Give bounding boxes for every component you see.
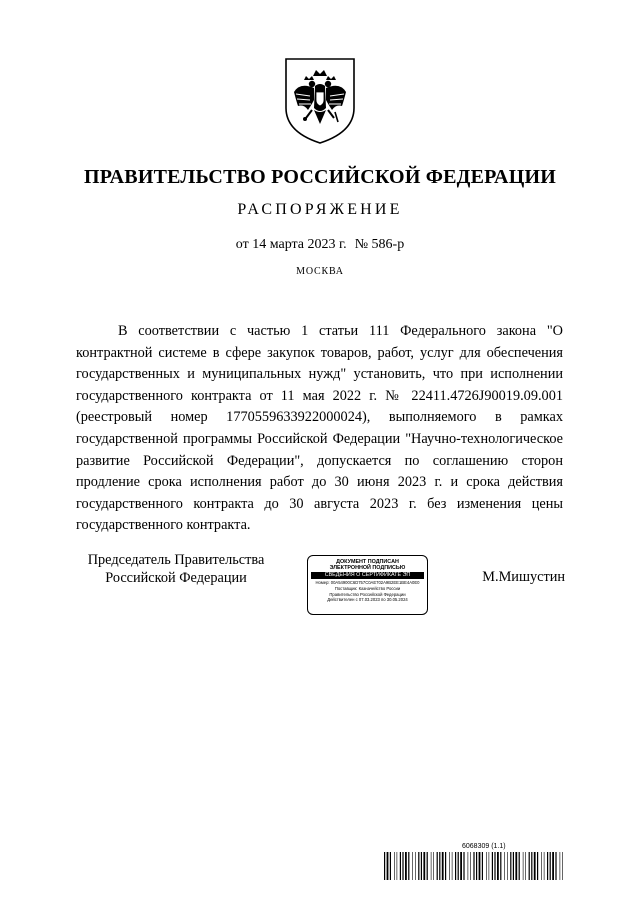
barcode bbox=[384, 852, 564, 880]
document-number: № 586-р bbox=[354, 237, 405, 252]
signer-role bbox=[76, 551, 276, 587]
signer-name: М.Мишустин bbox=[482, 569, 565, 585]
stamp-serial: Номер: 00A54900C6D757C0AE702A9B2EE1BE4A0E0 bbox=[315, 580, 420, 586]
stamp-title-line1: ДОКУМЕНТ ПОДПИСАН bbox=[336, 559, 399, 565]
document-type: РАСПОРЯЖЕНИЕ bbox=[237, 201, 403, 218]
document-date: от 14 марта 2023 г. bbox=[235, 237, 347, 252]
document-date-number bbox=[0, 237, 640, 253]
coat-of-arms-emblem bbox=[282, 56, 358, 146]
order-body-paragraph: В соответствии с частью 1 статьи 111 Федерального закона "О контрактной системе в сфере закупок товаров, работ, услуг для обеспечения государственных и муниципальных нужд" установить, что при исполнении государственного контракта от 11 мая 2022 г. № 22411.4726J90019.09.001 (реестровый номер 1770559633922000024), выполняемого в рамках государственной программы Российской Федерации "Научно-технологическое развитие Российской Федерации", допускается по соглашению сторон продление срока исполнения работ до 30 июня 2023 г. и срока действия государственного контракта до 30 августа 2023 г. без изменения цены государственного контракта. bbox=[76, 323, 563, 534]
signer-role-line2: Российской Федерации bbox=[105, 570, 247, 586]
barcode-label: 6068309 (1.1) bbox=[462, 843, 506, 850]
stamp-issuer: Поставщик: Казначейство России bbox=[334, 586, 401, 591]
document-city: МОСКВА bbox=[296, 266, 344, 277]
government-title: ПРАВИТЕЛЬСТВО РОССИЙСКОЙ ФЕДЕРАЦИИ bbox=[84, 166, 556, 188]
signer-role-line1: Председатель Правительства bbox=[87, 552, 265, 568]
stamp-validity: Действителен с 07.03.2023 по 30.05.2024 bbox=[327, 597, 408, 603]
stamp-title-line2: ЭЛЕКТРОННОЙ ПОДПИСЬЮ bbox=[329, 565, 406, 572]
stamp-owner: Правительство Российской Федерации bbox=[329, 591, 406, 597]
digital-signature-stamp bbox=[307, 555, 428, 615]
stamp-certificate-bar: СВЕДЕНИЯ О СЕРТИФИКАТЕ ЭП bbox=[311, 572, 424, 579]
